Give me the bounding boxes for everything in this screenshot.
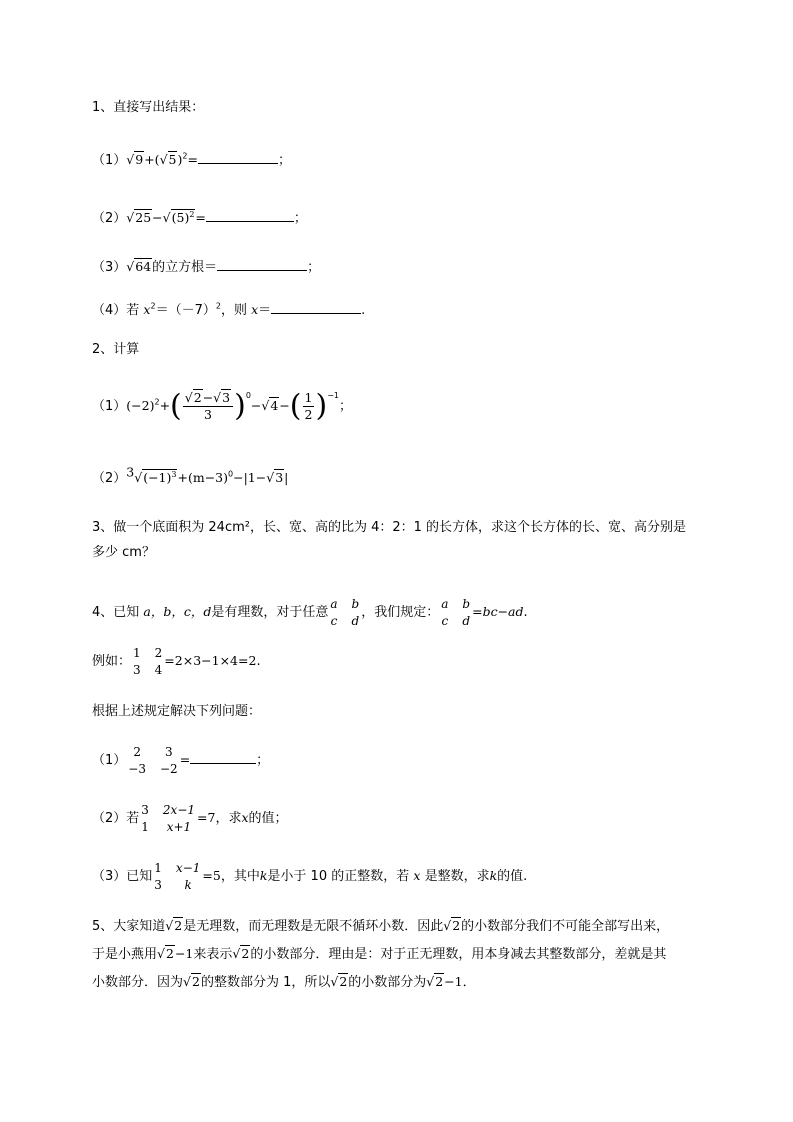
q3-line2: 多少 cm？ [92,545,155,560]
q5-line2: 于是小燕用√2−1来表示√2的小数部分．理由是：对于正无理数，用本身减去其整数部分，差就是其 [92,946,667,962]
q1-title: 1、直接写出结果： [92,100,205,115]
answer-blank[interactable] [206,208,294,222]
q2-title: 2、计算 [92,342,140,357]
q3-line1: 3、做一个底面积为 24cm²，长、宽、高的比为 4：2：1 的长方体，求这个长方体的长、宽、高分别是 [92,520,687,535]
answer-blank[interactable] [217,257,307,271]
determinant: a b c d [441,596,471,628]
q5-line1: 5、大家知道√2是无理数，而无理数是无限不循环小数．因此√2的小数部分我们不可能全部写出来， [92,918,670,934]
q5-line3: 小数部分．因为√2的整数部分为 1，所以√2的小数部分为√2−1． [92,974,476,990]
q1-part4: （4）若 $x^2=(-7)^2$，则 x＝ . [92,301,366,318]
q4-part3: （3）已知 1 x−1 3 k =5，其中k是小于 10 的正整数，若 x 是整数，求k的值. [92,860,528,892]
determinant: 2 3 −3 −2 [128,744,178,776]
q2-part2: $(2)^3√(-1)^3+(m-3)^0-|1-√3|$ [92,464,289,486]
q1-part1: $(1)√9+(√5)^2=$ ； [92,151,291,168]
q5-text [92,912,752,996]
q4-example: 例如： 1 2 3 4 =2×3−1×4=2. [92,645,261,677]
answer-blank[interactable] [271,300,361,314]
q4-part2: （2）若 3 2x−1 1 x+1 =7，求x的值； [92,802,288,834]
determinant: a b c d [330,596,360,628]
determinant: 1 2 3 4 [133,645,163,677]
q1-part2: $(2)√25-√(5)^2=$ ； [92,209,307,226]
answer-blank[interactable] [198,150,278,164]
q4-intro: 4、已知 a，b，c，d是有理数，对于任意 a b c d ，我们规定： a b c d =bc−ad. [92,596,528,628]
q3-text [92,515,752,565]
q2-part1: $(1)(-2)^2+$( $\frac{√2-√3}{3}$ )$^0$−√4−( $\frac{1}{2}$ )$^{-1}$； [92,388,352,424]
q4-part1: （1） 2 3 −3 −2 = ； [92,744,270,776]
q1-part3: （3）√64的立方根＝ ； [92,259,321,275]
answer-blank[interactable] [190,750,256,764]
determinant: 3 2x−1 1 x+1 [141,802,196,834]
q4-instructions: 根据上述规定解决下列问题： [92,704,262,719]
determinant: 1 x−1 3 k [154,860,201,892]
